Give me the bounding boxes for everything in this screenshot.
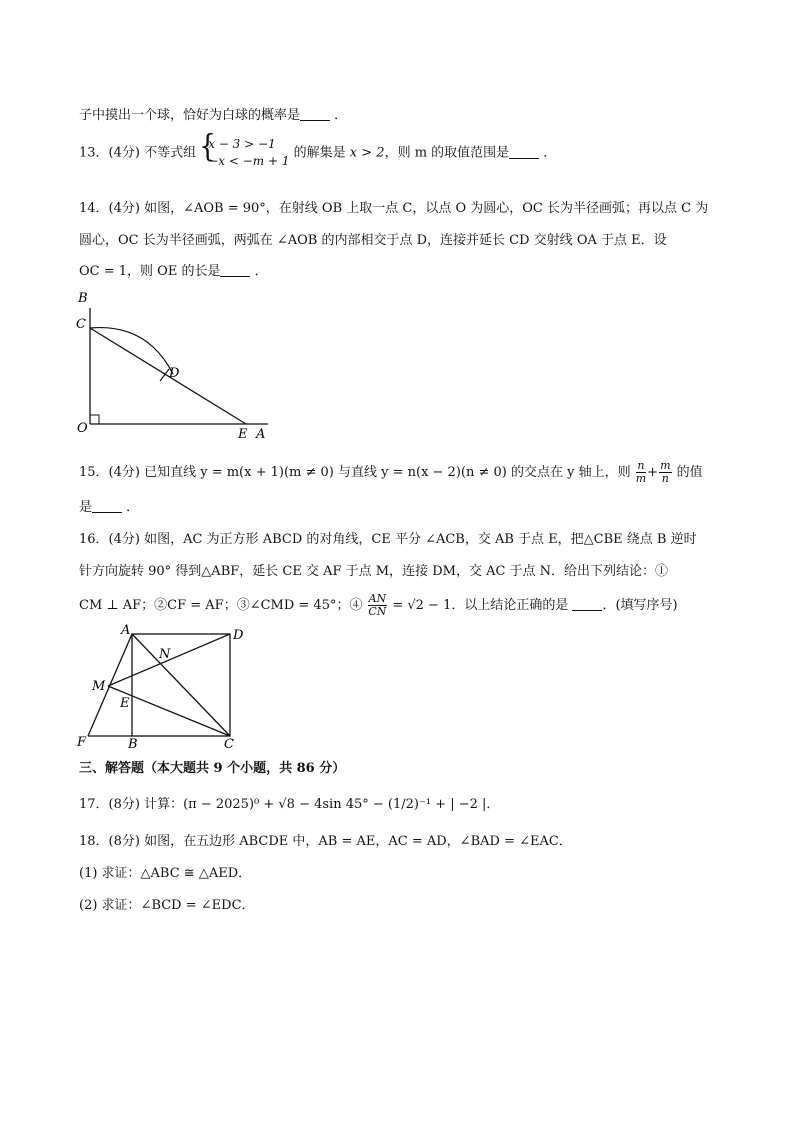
q18-stem: 18．(8分) 如图，在五边形 ABCDE 中，AB = AE，AC = AD，∠BAD = ∠EAC． — [79, 834, 572, 849]
q13-suffix: ，则 m 的取值范围是 — [384, 145, 510, 161]
label-f: F — [77, 735, 87, 750]
label-b: B — [128, 737, 138, 752]
label-a: A — [121, 623, 131, 638]
q13-line: 13．(4分) 不等式组 { x − 3 > −1 −x < −m + 1 的解集是 x > 2，则 m 的取值范围是 ． — [79, 136, 556, 170]
segment-mc — [108, 686, 230, 736]
label-d: D — [233, 628, 244, 643]
q16-line2: 针方向旋转 90° 得到△ABF，延长 CE 交 AF 于点 M，连接 DM，交 AC 于点 N．给出下列结论：① — [79, 564, 669, 579]
label-a: A — [256, 427, 266, 442]
line-ce — [90, 328, 246, 424]
label-c: C — [76, 317, 86, 332]
q15-suffix: 的值 — [676, 465, 703, 480]
label-m: M — [92, 679, 106, 694]
diagonal-ac — [132, 634, 230, 736]
fraction-an-over-cn: $\frac{AN}{CN}$ — [368, 592, 387, 618]
q14-line1: 14．(4分) 如图，∠AOB = 90°，在射线 OB 上取一点 C，以点 O 为圆心，OC 长为半径画弧；再以点 C 为 — [79, 201, 709, 216]
q13-condition: x > 2 — [349, 145, 385, 161]
q15-prefix: 15．(4分) 已知直线 y = m(x + 1)(m ≠ 0) 与直线 y = n(x − 2)(n ≠ 0) 的交点在 y 轴上，则 — [79, 465, 631, 480]
answer-blank — [572, 598, 602, 611]
q18-part2: (2) 求证：∠BCD = ∠EDC． — [79, 898, 255, 913]
q16-figure — [72, 622, 257, 754]
answer-blank — [220, 264, 250, 277]
label-n: N — [159, 647, 171, 662]
right-angle-mark — [90, 415, 99, 424]
q15-line1: 15．(4分) 已知直线 y = m(x + 1)(m ≠ 0) 与直线 y = n(x − 2)(n ≠ 0) 的交点在 y 轴上，则 $\frac{n}{m}$ + $\frac{m}{n}$ 的值 — [79, 459, 703, 485]
label-o: O — [77, 421, 88, 436]
answer-blank — [300, 108, 330, 121]
label-e: E — [120, 696, 130, 711]
fraction-m-over-n: $\frac{m}{n}$ — [660, 459, 671, 485]
q14-line3-text: OC = 1，则 OE 的长是 — [79, 264, 221, 279]
q16-line3: CM ⊥ AF；②CF = AF；③∠CMD = 45°；④ $\frac{AN}{CN}$ = √2 − 1．以上结论正确的是 ．(填写序号) — [79, 592, 678, 618]
q13-middle: 的解集是 — [293, 145, 346, 161]
q13-prefix: 13．(4分) 不等式组 — [79, 145, 197, 161]
label-e: E — [238, 427, 248, 442]
label-b: B — [78, 291, 88, 306]
q12-tail-text: 子中摸出一个球，恰好为白球的概率是 — [79, 108, 301, 123]
answer-blank — [92, 500, 122, 513]
label-d: D — [169, 366, 180, 381]
inequality-2: −x < −m + 1 — [208, 154, 290, 168]
q14-figure — [72, 288, 282, 443]
answer-blank — [509, 146, 539, 159]
arc-mark-d — [160, 369, 169, 381]
q18-part1: (1) 求证：△ABC ≅ △AED． — [79, 866, 252, 881]
q16-line1: 16．(4分) 如图，AC 为正方形 ABCD 的对角线，CE 平分 ∠ACB，交 AB 于点 E，把△CBE 绕点 B 逆时 — [79, 532, 697, 547]
q14-line3: OC = 1，则 OE 的长是 ． — [79, 264, 268, 279]
inequality-system — [200, 136, 289, 170]
fraction-n-over-m: $\frac{n}{m}$ — [635, 459, 647, 485]
q17-line: 17．(8分) 计算：(π − 2025)⁰ + √8 − 4sin 45° − (1/2)⁻¹ + | −2 |． — [79, 797, 500, 812]
label-c: C — [224, 737, 234, 752]
q12-tail-line: 子中摸出一个球，恰好为白球的概率是 ． — [79, 108, 348, 123]
q14-line2: 圆心，OC 长为半径画弧，两弧在 ∠AOB 的内部相交于点 D，连接并延长 CD 交射线 OA 于点 E．设 — [79, 233, 667, 248]
q15-line2: 是 ． — [79, 500, 140, 515]
section-3-heading: 三、解答题（本大题共 9 个小题，共 86 分） — [79, 761, 346, 776]
arc-cd — [90, 328, 173, 374]
inequality-1: x − 3 > −1 — [208, 137, 276, 151]
